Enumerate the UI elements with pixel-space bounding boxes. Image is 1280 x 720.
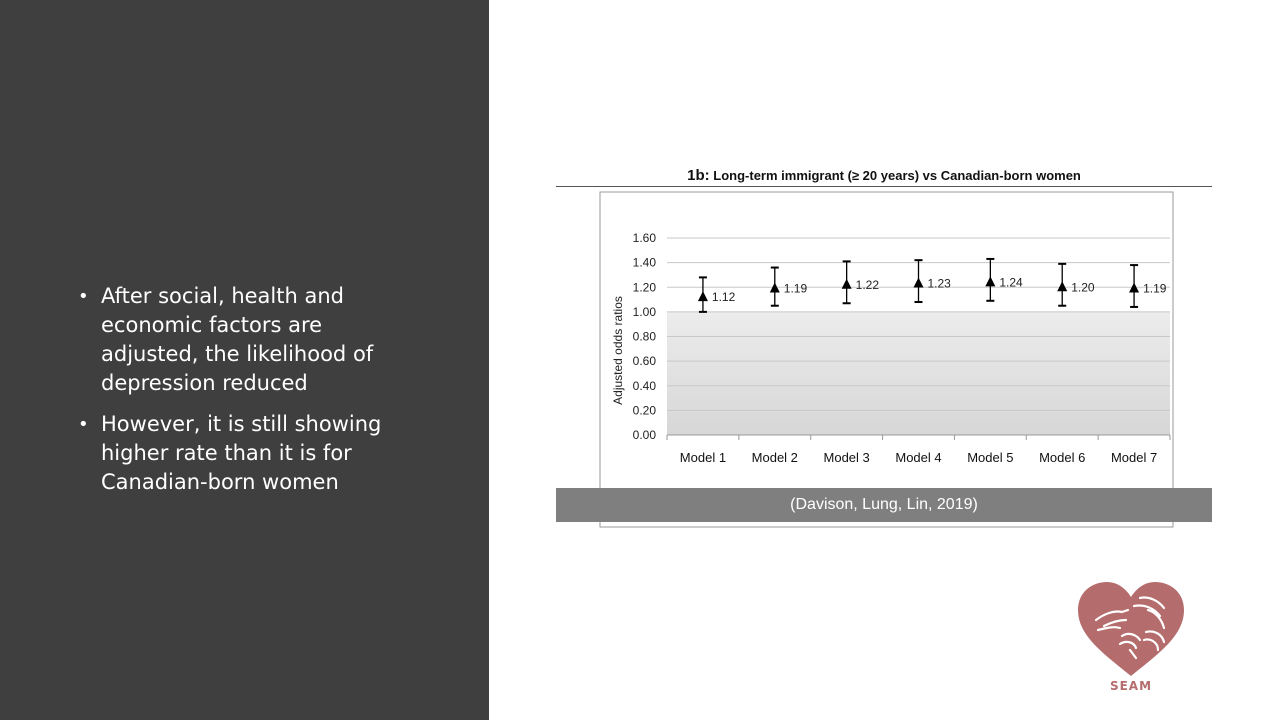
y-tick-label: 0.40 xyxy=(632,378,656,393)
y-tick-label: 0.20 xyxy=(632,403,656,418)
y-tick-label: 1.20 xyxy=(632,280,656,295)
x-tick-label: Model 6 xyxy=(1039,450,1086,465)
citation-caption: (Davison, Lung, Lin, 2019) xyxy=(556,488,1212,522)
y-tick-label: 0.60 xyxy=(632,354,656,369)
y-tick-label: 1.40 xyxy=(632,255,656,270)
heart-hands-icon xyxy=(1074,580,1188,680)
bullet-text: However, it is still showing higher rate than it is for Canadian-born women xyxy=(101,412,382,494)
x-tick-label: Model 5 xyxy=(967,450,1014,465)
x-tick-label: Model 2 xyxy=(751,450,798,465)
chart-plot xyxy=(556,166,1212,534)
bullet-dot-icon: • xyxy=(78,286,89,307)
x-tick-label: Model 4 xyxy=(895,450,942,465)
bullet-dot-icon: • xyxy=(78,414,89,435)
x-tick-label: Model 3 xyxy=(823,450,870,465)
left-panel xyxy=(0,0,489,720)
y-tick-label: 0.00 xyxy=(632,428,656,442)
data-label: 1.19 xyxy=(1143,281,1167,296)
bullet-item xyxy=(76,410,406,497)
chart-figure xyxy=(556,166,1212,534)
chart-title-prefix: 1b: xyxy=(687,167,710,184)
y-tick-label: 1.00 xyxy=(632,304,656,319)
logo-text: SEAM xyxy=(1109,679,1153,693)
y-tick-label: 1.60 xyxy=(632,231,656,245)
data-label: 1.20 xyxy=(1071,280,1095,295)
data-label: 1.12 xyxy=(711,290,736,305)
x-tick-label: Model 1 xyxy=(679,450,727,465)
data-label: 1.23 xyxy=(927,276,951,291)
data-label: 1.24 xyxy=(999,275,1023,290)
data-label: 1.19 xyxy=(783,281,808,296)
chart-title-text: Long-term immigrant (≥ 20 years) vs Canadian-born women xyxy=(713,168,1081,183)
x-tick-label: Model 7 xyxy=(1110,450,1158,465)
y-tick-label: 0.80 xyxy=(632,329,656,344)
y-axis-label: Adjusted odds ratios xyxy=(611,296,625,405)
reference-region xyxy=(667,312,1170,435)
data-label: 1.22 xyxy=(855,277,880,292)
bullet-list xyxy=(76,282,406,509)
bullet-text: After social, health and economic factors are adjusted, the likelihood of depression reduced xyxy=(101,284,374,395)
seam-logo xyxy=(1074,580,1188,698)
bullet-item xyxy=(76,282,406,398)
